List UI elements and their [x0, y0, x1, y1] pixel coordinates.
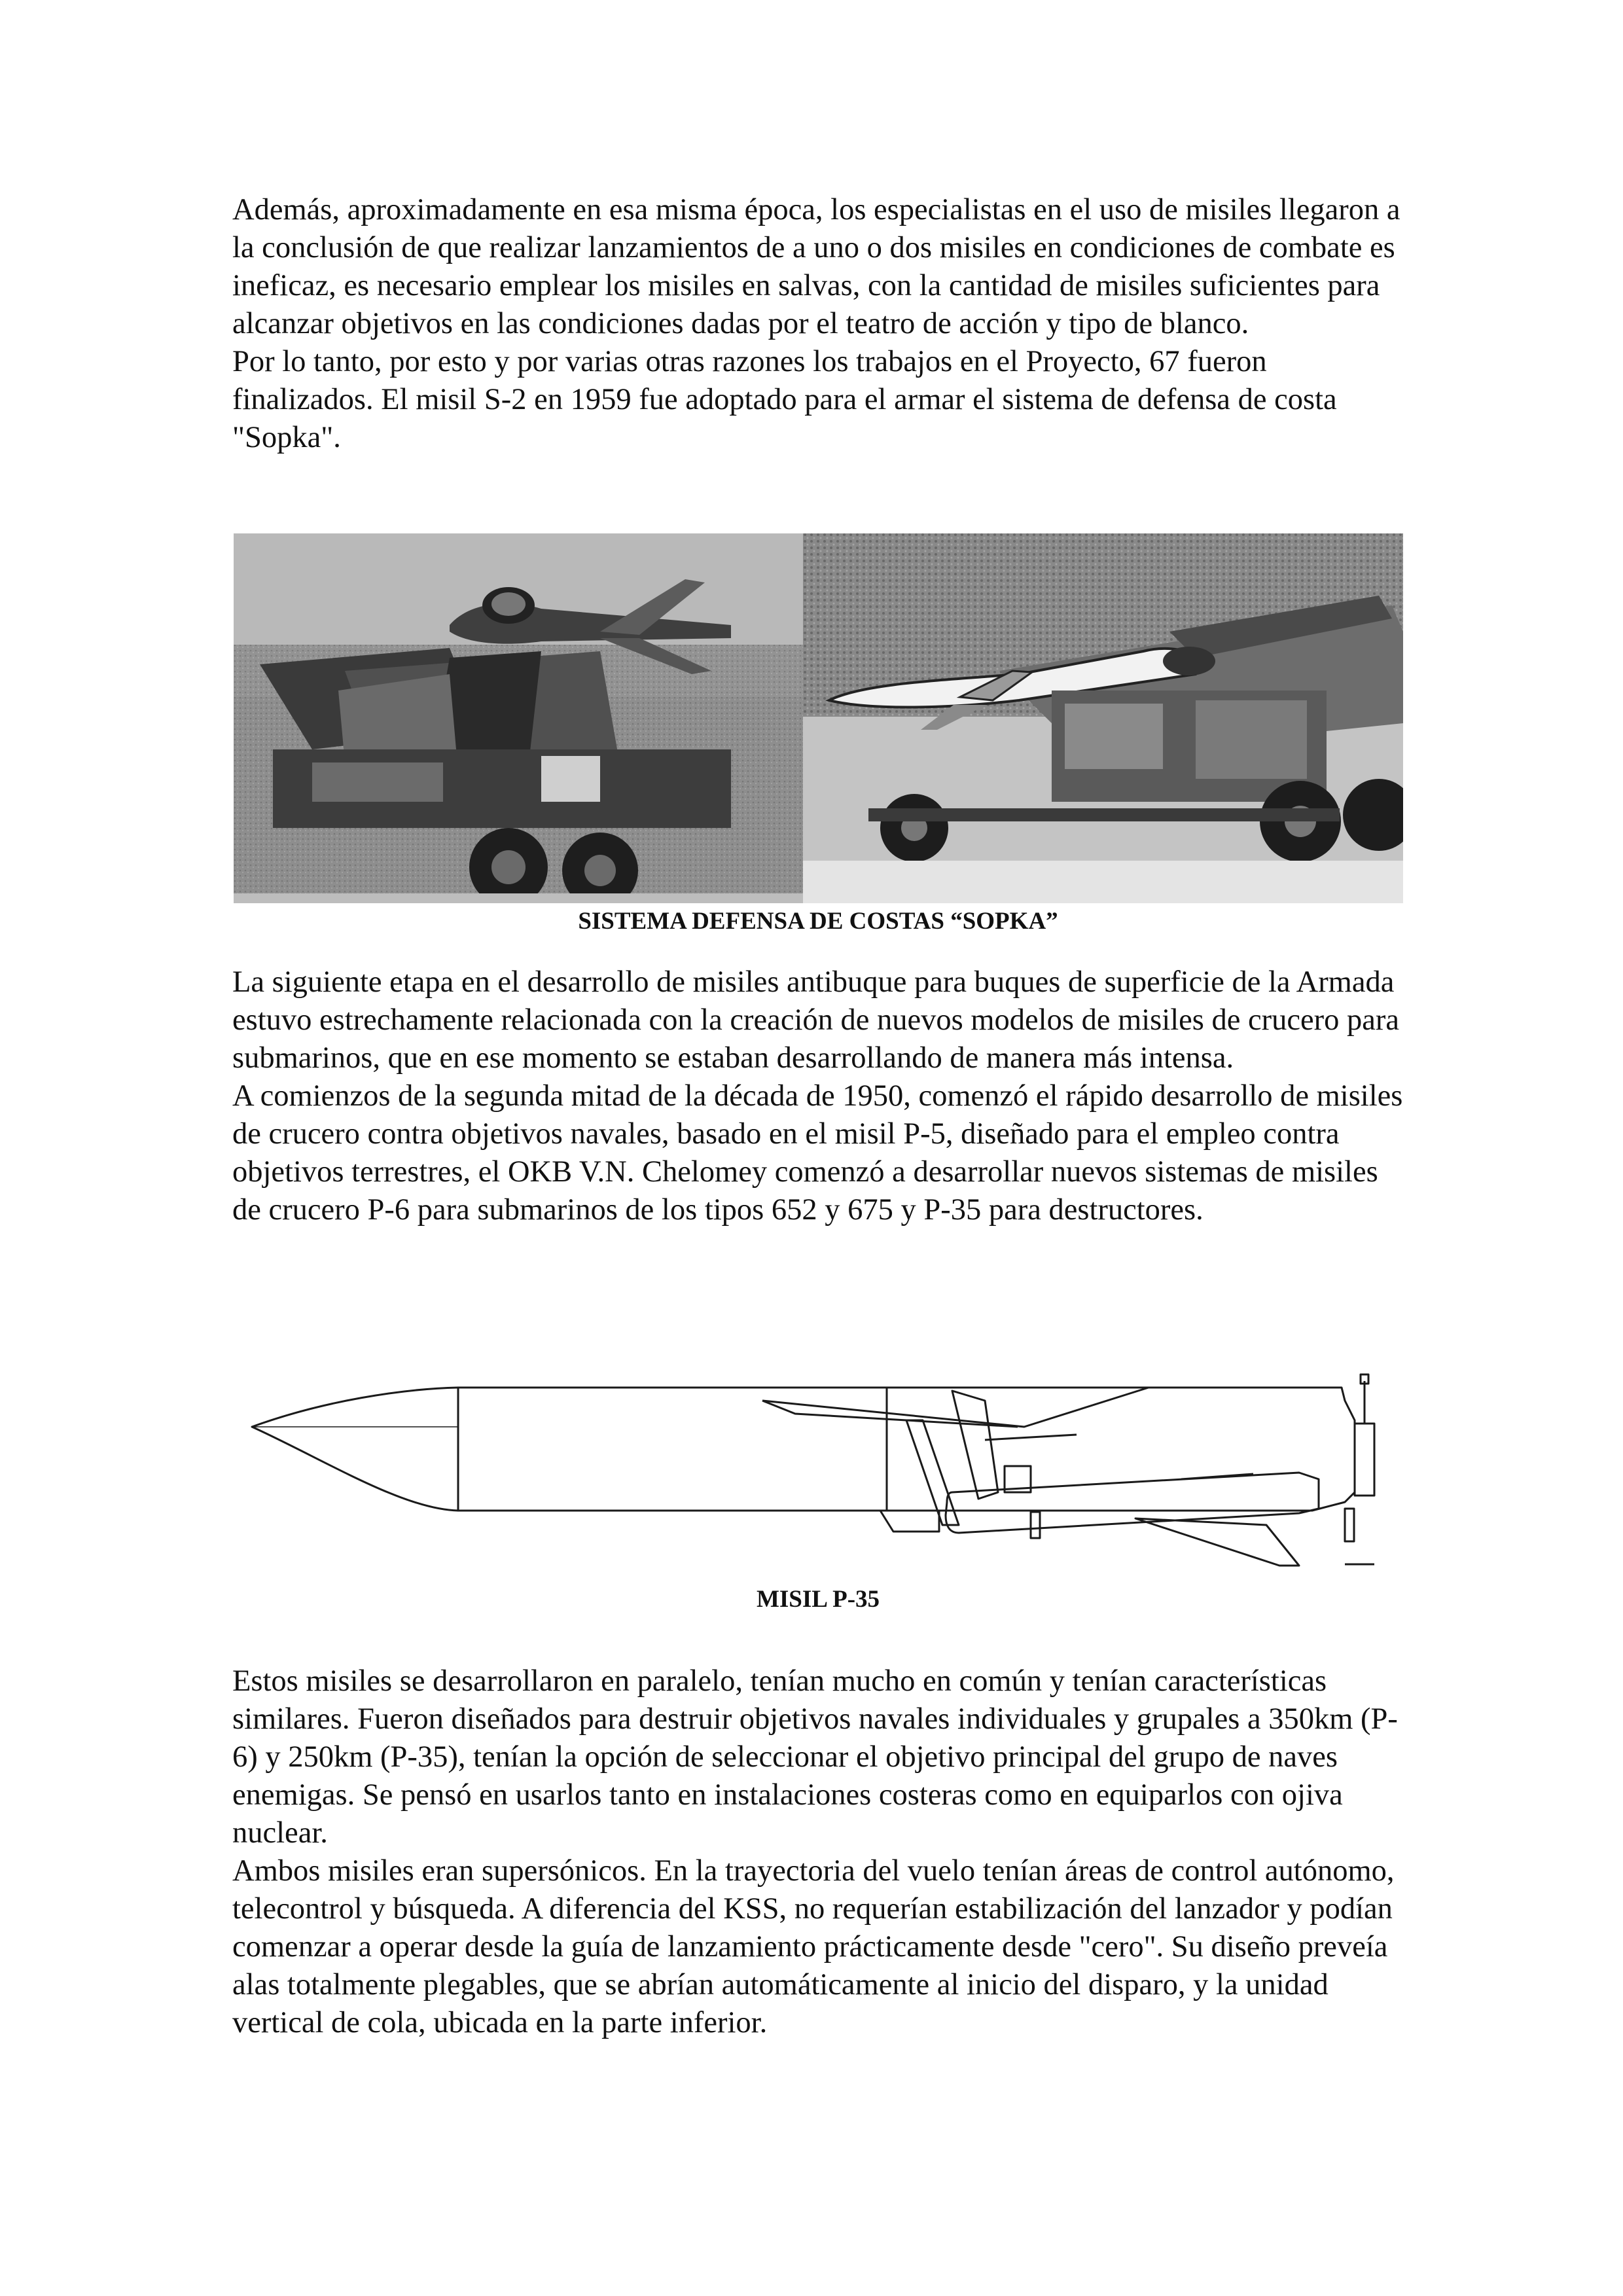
paragraph: A comienzos de la segunda mitad de la década de 1950, comenzó el rápido desarrollo de misiles de crucero contra objetivos navales, basado en el misil P-5, diseñado para el empleo contra objetivos terrestres, el OKB V.N. Chelomey comenzó a desarrollar nuevos sistemas de misiles de crucero P-6 para submarinos de los tipos 652 y 675 y P-35 para destructores.	[232, 1079, 1403, 1227]
section-1-text	[232, 191, 1404, 457]
paragraph: Además, aproximadamente en esa misma época, los especialistas en el uso de misiles llegaron a la conclusión de que realizar lanzamientos de a uno o dos misiles en condiciones de combate es ineficaz, es necesario emplear los misiles en salvas, con la cantidad de misiles suficientes para alcanzar objetivos en las condiciones dadas por el teatro de acción y tipo de blanco.	[232, 193, 1400, 340]
launcher-missile-photo-icon	[803, 533, 1403, 903]
section-3-text	[232, 1662, 1404, 2042]
missile-p35-drawing-icon	[232, 1361, 1404, 1577]
figure-2-caption: MISIL P-35	[756, 1586, 880, 1613]
paragraph: La siguiente etapa en el desarrollo de misiles antibuque para buques de superficie de la Armada estuvo estrechamente relacionada con la creación de nuevos modelos de misiles de crucero para submarinos, que en ese momento se estaban desarrollando de manera más intensa.	[232, 965, 1400, 1075]
launcher-truck-photo-icon	[234, 533, 803, 903]
figure-1-caption: SISTEMA DEFENSA DE COSTAS “SOPKA”	[578, 908, 1058, 935]
paragraph: Estos misiles se desarrollaron en paralelo, tenían mucho en común y tenían características similares. Fueron diseñados para destruir objetivos navales individuales y grupales a 350km (P-6) y 250km (P-35), tenían la opción de seleccionar el objetivo principal del grupo de naves enemigas. Se pensó en usarlos tanto en instalaciones costeras como en equiparlos con ojiva nuclear.	[232, 1664, 1398, 1850]
paragraph: Por lo tanto, por esto y por varias otras razones los trabajos en el Proyecto, 67 fueron finalizados. El misil S-2 en 1959 fue adoptado para el armar el sistema de defensa de costa "Sopka".	[232, 345, 1337, 454]
paragraph: Ambos misiles eran supersónicos. En la trayectoria del vuelo tenían áreas de control autónomo, telecontrol y búsqueda. A diferencia del KSS, no requerían estabilización del lanzador y podían comenzar a operar desde la guía de lanzamiento prácticamente desde "cero". Su diseño preveía alas totalmente plegables, que se abrían automáticamente al inicio del disparo, y la unidad vertical de cola, ubicada en la parte inferior.	[232, 1854, 1395, 2039]
section-2-text	[232, 963, 1404, 1229]
